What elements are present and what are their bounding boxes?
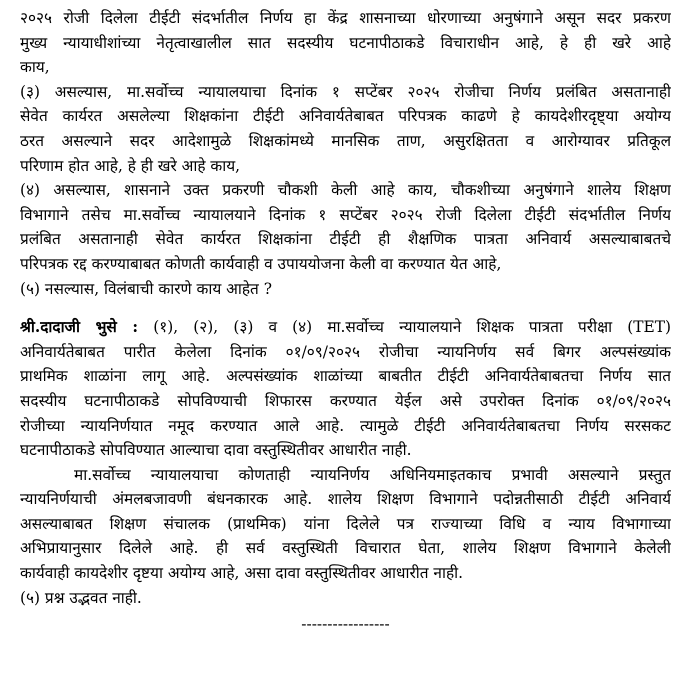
answer-block — [20, 315, 671, 637]
question-line: प्रलंबित असतानाही सेवेत कार्यरत शिक्षकांना टीईटी ही शैक्षणिक पात्रता अनिवार्य असल्याबाबतचे — [20, 230, 671, 249]
question-line: २०२५ रोजी दिलेला टीईटी संदर्भातील निर्णय हा केंद्र शासनाच्या धोरणाच्या अनुषंगाने असून सदर प्रकरण — [20, 9, 671, 27]
answer-paragraph2-line: कार्यवाही कायदेशीर दृष्टया अयोग्य आहे, असा दावा वस्तुस्थितीवर आधारीत नाही. — [20, 564, 463, 583]
question-line: सेवेत कार्यरत असलेल्या शिक्षकांना टीईटी अनिवार्यतेबाबत परिपत्रक काढणे हे कायदेशीरदृष्ट्या अयोग्य — [20, 107, 671, 126]
question-block — [20, 6, 671, 301]
answer-first-line-text: (१), (२), (३) व (४) मा.सर्वोच्च न्यायालयाने शिक्षक पात्रता परीक्षा (TET) — [138, 318, 671, 337]
answer-paragraph2-line: न्यायनिर्णयाची अंमलबजावणी बंधनकारक आहे. शालेय शिक्षण विभागाने पदोन्नतीसाठी टीईटी अनिवार्य — [20, 490, 671, 509]
question-line: काय, — [20, 58, 50, 77]
question-line: परिणाम होत आहे, हे ही खरे आहे काय, — [20, 156, 241, 175]
answer-last-line: (५) प्रश्न उद्भवत नाही. — [20, 588, 142, 607]
speaker-name: श्री.दादाजी भुसे : — [20, 318, 139, 337]
answer-paragraph2-line: अभिप्रायानुसार दिलेले आहे. ही सर्व वस्तुस्थिती विचारात घेता, शालेय शिक्षण विभागाने केलेली — [20, 539, 671, 558]
question-line: परिपत्रक रद्द करण्याबाबत कोणती कार्यवाही व उपाययोजना केली वा करण्यात येत आहे, — [20, 254, 502, 273]
question-line: विभागाने तसेच मा.सर्वोच्च न्यायालयाने दिनांक १ सप्टेंबर २०२५ रोजी दिलेला टीईटी संदर्भातील निर्णय — [20, 205, 671, 224]
answer-first-line — [20, 315, 671, 340]
answer-line: घटनापीठाकडे सोपविण्यात आल्याचा दावा वस्तुस्थितीवर आधारीत नाही. — [20, 441, 412, 460]
answer-paragraph2-line: मा.सर्वोच्च न्यायालयाचा कोणताही न्यायनिर्णय अधिनियमाइतकाच प्रभावी असल्याने प्रस्तुत — [74, 465, 671, 484]
section-gap — [20, 301, 671, 315]
answer-line: सदस्यीय घटनापीठाकडे सोपविण्याची शिफारस करण्यात येईल असे उपरोक्त दिनांक ०१/०९/२०२५ — [20, 391, 671, 410]
question-line: मुख्य न्यायाधीशांच्या नेतृत्वाखालील सात सदस्यीय घटनापीठाकडे विचाराधीन आहे, हे ही खरे आहे — [20, 33, 671, 52]
answer-line: अनिवार्यतेबाबत पारीत केलेला दिनांक ०१/०९/२०२५ रोजीचा न्यायनिर्णय सर्व बिगर अल्पसंख्यांक — [20, 342, 671, 361]
answer-paragraph2-line: असल्याबाबत शिक्षण संचालक (प्राथमिक) यांना दिलेले पत्र राज्याच्या विधि व न्याय विभागाच्या — [20, 514, 671, 533]
question-line: (५) नसल्यास, विलंबाची कारणे काय आहेत ? — [20, 279, 272, 298]
answer-line: प्राथमिक शाळांना लागू आहे. अल्पसंख्यांक शाळांच्या बाबतीत टीईटी अनिवार्यतेबाबतचा निर्णय सात — [20, 367, 671, 386]
question-line: (३) असल्यास, मा.सर्वोच्च न्यायालयाचा दिनांक १ सप्टेंबर २०२५ रोजीचा निर्णय प्रलंबित असतानाही — [20, 82, 671, 101]
question-line: ठरत असल्याने सदर आदेशामुळे शिक्षकांमध्ये मानसिक ताण, असुरक्षितता व आरोग्यावर प्रतिकूल — [20, 131, 671, 150]
question-line: (४) असल्यास, शासनाने उक्त प्रकरणी चौकशी केली आहे काय, चौकशीच्या अनुषंगाने शालेय शिक्षण — [20, 181, 671, 200]
answer-line: रोजीच्या न्यायनिर्णयात नमूद करण्यात आले आहे. त्यामुळे टीईटी अनिवार्यतेबाबतचा निर्णय सरसकट — [20, 416, 671, 435]
end-divider: ----------------- — [301, 615, 390, 634]
